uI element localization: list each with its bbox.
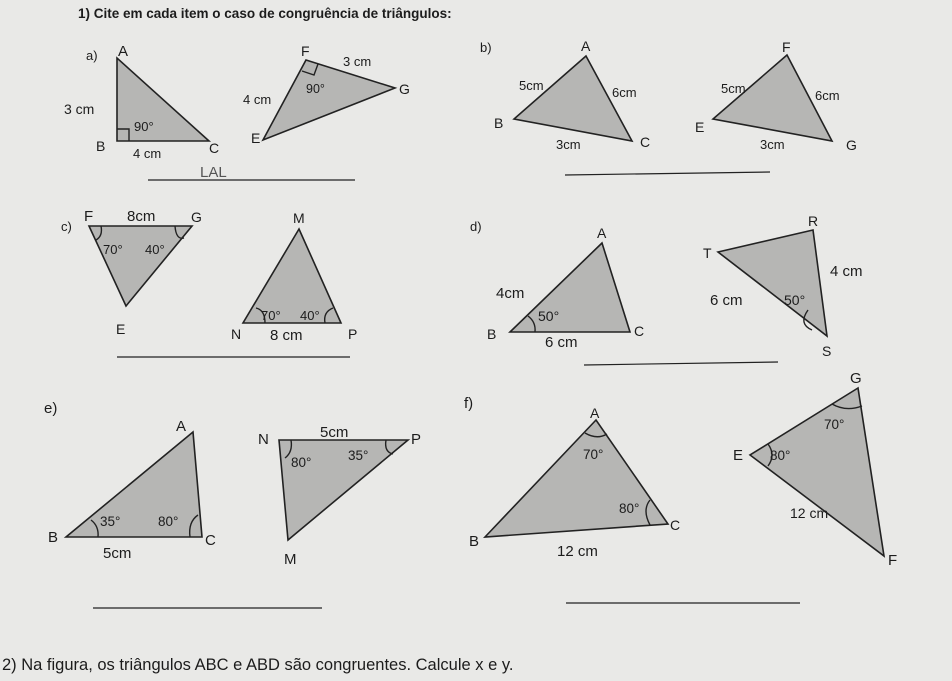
item-c-t1-angle-2: 40°: [145, 242, 165, 257]
item-f-t2-side: 12 cm: [790, 505, 829, 521]
item-d-answer-line: [584, 362, 778, 365]
item-b-answer-line: [565, 172, 770, 175]
item-d-t2-vertex-s: S: [822, 343, 832, 359]
item-f-t1-angle-1: 70°: [583, 447, 604, 462]
item-f-t1-vertex-a: A: [590, 405, 600, 421]
item-d-t2-side-left: 6 cm: [710, 292, 743, 309]
item-b: [480, 38, 857, 175]
item-e-triangle-1: [66, 432, 202, 537]
item-b-t2-vertex-e: E: [695, 119, 705, 135]
item-e-t2-vertex-p: P: [411, 431, 422, 448]
item-c-t2-side-bottom: 8 cm: [270, 327, 303, 344]
item-b-t2-vertex-g: G: [846, 137, 857, 153]
item-c-t2-angle-1: 70°: [261, 308, 281, 323]
item-c-t2-vertex-p: P: [348, 326, 358, 342]
item-d-t1-side-bottom: 6 cm: [545, 334, 578, 351]
item-e-t1-vertex-a: A: [176, 418, 187, 435]
item-a-answer: LAL: [200, 164, 227, 181]
item-c-t2-angle-2: 40°: [300, 308, 320, 323]
item-d-triangle-1: [510, 243, 630, 332]
item-a-t2-vertex-g: G: [399, 81, 410, 97]
item-b-t1-vertex-b: B: [494, 115, 504, 131]
item-a-t2-side-left: 4 cm: [243, 92, 272, 107]
item-d-triangle-2: [718, 230, 827, 336]
item-f-t2-angle-2: 80°: [770, 448, 791, 463]
item-f-t1-side-bottom: 12 cm: [557, 543, 598, 560]
item-a-t2-side-top: 3 cm: [343, 54, 372, 69]
item-e: [44, 400, 421, 608]
item-e-t1-vertex-b: B: [48, 529, 59, 546]
item-c-t1-vertex-g: G: [191, 209, 202, 225]
item-d-t2-vertex-t: T: [703, 245, 712, 261]
item-c-t2-vertex-n: N: [231, 326, 242, 342]
question-2-title: 2) Na figura, os triângulos ABC e ABD são congruentes. Calcule x e y.: [2, 656, 514, 674]
item-b-t2-side-right: 6cm: [815, 88, 840, 103]
item-a-t2-vertex-e: E: [251, 130, 261, 146]
item-a-triangle-2: [263, 60, 395, 140]
item-e-t2-vertex-n: N: [258, 431, 269, 448]
item-a-t1-side-bottom: 4 cm: [133, 146, 162, 161]
item-c-t1-vertex-e: E: [116, 321, 126, 337]
item-d-t1-side-left: 4cm: [496, 285, 525, 302]
item-a-triangle-1: [117, 58, 209, 141]
item-b-t1-vertex-a: A: [581, 38, 591, 54]
item-f-label: f): [464, 395, 474, 412]
item-c-label: c): [61, 219, 72, 234]
item-c: [61, 208, 357, 357]
item-d-t2-angle: 50°: [784, 292, 806, 308]
item-e-t1-angle-2: 80°: [158, 514, 179, 529]
item-e-t2-vertex-m: M: [284, 551, 297, 568]
item-b-t1-vertex-c: C: [640, 134, 651, 150]
item-b-t2-side-bottom: 3cm: [760, 137, 785, 152]
item-b-label: b): [480, 40, 492, 55]
item-e-t1-vertex-c: C: [205, 532, 216, 549]
item-a-t1-vertex-b: B: [96, 138, 106, 154]
item-c-t1-side-top: 8cm: [127, 208, 156, 225]
item-d-t1-vertex-a: A: [597, 225, 607, 241]
item-f-t1-vertex-c: C: [670, 517, 681, 533]
item-b-t2-side-left: 5cm: [721, 81, 746, 96]
question-1-title: 1) Cite em cada item o caso de congruência de triângulos:: [78, 6, 452, 21]
item-d-label: d): [470, 219, 482, 234]
item-a-t2-vertex-f: F: [301, 43, 310, 59]
item-e-t2-angle-2: 35°: [348, 448, 369, 463]
item-d: [470, 213, 863, 365]
item-b-t1-side-bottom: 3cm: [556, 137, 581, 152]
item-c-t2-vertex-m: M: [293, 210, 305, 226]
item-e-t1-side-bottom: 5cm: [103, 545, 132, 562]
item-b-t2-vertex-f: F: [782, 39, 791, 55]
item-b-t1-side-right: 6cm: [612, 85, 637, 100]
item-d-t2-side-right: 4 cm: [830, 263, 863, 280]
item-f-triangle-2: [750, 388, 884, 556]
item-c-triangle-1: [89, 226, 192, 306]
item-d-t1-vertex-b: B: [487, 326, 497, 342]
item-a-t1-angle: 90°: [134, 119, 154, 134]
item-b-t1-side-left: 5cm: [519, 78, 544, 93]
item-d-t1-angle: 50°: [538, 308, 560, 324]
item-c-t1-angle-1: 70°: [103, 242, 123, 257]
item-a-label: a): [86, 48, 98, 63]
item-a-t2-angle: 90°: [306, 82, 325, 96]
item-f-t2-vertex-f: F: [888, 552, 898, 569]
item-e-t2-side-top: 5cm: [320, 424, 349, 441]
item-a-t1-side-left: 3 cm: [64, 101, 95, 117]
item-c-t1-vertex-f: F: [84, 208, 94, 225]
item-a: [64, 43, 410, 181]
item-f-t2-vertex-g: G: [850, 370, 862, 387]
item-f-triangle-1: [485, 420, 668, 537]
item-f-t1-vertex-b: B: [469, 533, 480, 550]
item-a-t1-vertex-a: A: [118, 43, 129, 60]
item-d-t2-vertex-r: R: [808, 213, 819, 229]
item-f-t2-vertex-e: E: [733, 447, 744, 464]
item-e-t1-angle-1: 35°: [100, 514, 121, 529]
item-d-t1-vertex-c: C: [634, 323, 645, 339]
item-f-t1-angle-2: 80°: [619, 501, 640, 516]
item-f-t2-angle-1: 70°: [824, 417, 845, 432]
item-f: [464, 370, 897, 603]
item-e-label: e): [44, 400, 58, 417]
item-a-t1-vertex-c: C: [209, 140, 220, 156]
item-e-t2-angle-1: 80°: [291, 455, 312, 470]
